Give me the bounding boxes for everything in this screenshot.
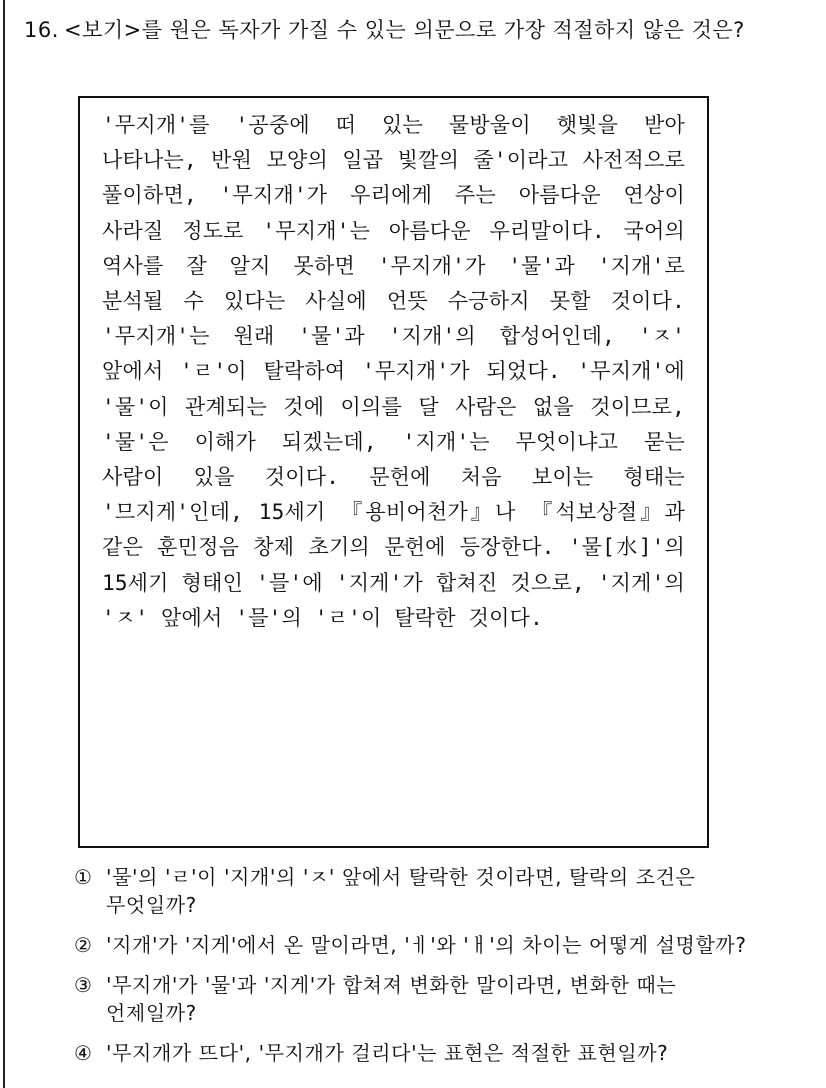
choice-3[interactable] — [74, 971, 774, 1027]
bogi-passage-text: '무지개'를 '공중에 떠 있는 물방울이 햇빛을 받아 나타나는, 반원 모양의 일곱 빛깔의 줄'이라고 사전적으로 풀이하면, '무지개'가 우리에게 주는 아름다운 연상이 사라질 정도로 '무지개'는 아름다운 우리말이다. 국어의 역사를 잘 알지 못하면 '무지개'가 '물'과 '지개'로 분석될 수 있다는 사실에 언뜻 수긍하지 못할 것이다. '무지개'는 원래 '물'과 '지개'의 합성어인데, 'ㅈ' 앞에서 'ㄹ'이 탈락하여 '무지개'가 되었다. '무지개'에 '물'이 관계되는 것에 이의를 달 사람은 없을 것이므로, '물'은 이해가 되겠는데, '지개'는 무엇이냐고 묻는 사람이 있을 것이다. 문헌에 처음 보이는 형태는 '므지게'인데, 15세기 『용비어천가』나 『석보상절』과 같은 훈민정음 창제 초기의 문헌에 등장한다. '물[水]'의 15세기 형태인 '믈'에 '지게'가 합쳐진 것으로, '지게'의 'ㅈ' 앞에서 '믈'의 'ㄹ'이 탈락한 것이다. — [102, 113, 685, 630]
choice-4-mark: ④ — [74, 1041, 92, 1065]
choice-2-mark: ② — [74, 933, 92, 957]
choice-3-text: '무지개'가 '물'과 '지게'가 합쳐져 변화한 말이라면, 변화한 때는 언제일까? — [106, 973, 677, 1025]
question-stem — [24, 16, 764, 45]
choice-4-text: '무지개가 뜨다', '무지개가 걸리다'는 표현은 적절한 표현일까? — [106, 1041, 669, 1065]
choice-3-mark: ③ — [74, 973, 92, 997]
choice-1-text: '물'의 'ㄹ'이 '지개'의 'ㅈ' 앞에서 탈락한 것이라면, 탈락의 조건은 무엇일까? — [106, 865, 696, 917]
choice-1-mark: ① — [74, 865, 92, 889]
choice-1[interactable] — [74, 863, 774, 919]
choice-4[interactable] — [74, 1039, 774, 1067]
question-16 — [24, 16, 764, 45]
page-left-border — [3, 0, 5, 1088]
choice-2-text: '지개'가 '지게'에서 온 말이라면, 'ㅔ'와 'ㅐ'의 차이는 어떻게 설명할까? — [106, 933, 747, 957]
question-text: <보기>를 원은 독자가 가질 수 있는 의문으로 가장 적절하지 않은 것은? — [64, 18, 745, 42]
question-number: 16. — [24, 18, 59, 42]
answer-choices — [74, 863, 774, 1079]
bogi-passage-box — [78, 96, 709, 848]
choice-2[interactable] — [74, 931, 774, 959]
